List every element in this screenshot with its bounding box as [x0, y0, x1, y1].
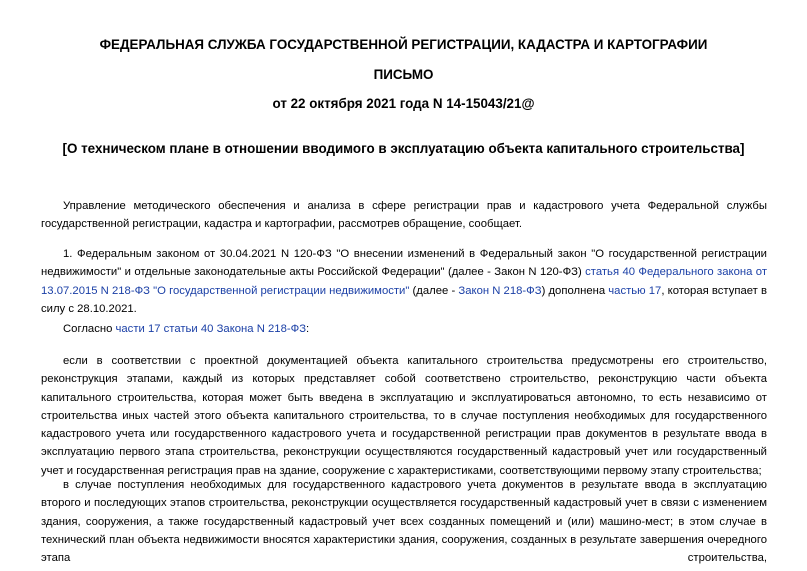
paragraph-3: если в соответствии с проектной документацией объекта капитального строительства предусмотрены его строительство, реконструкция этапами, каждый из которых представляет собой соответствено строительство, реконструкцию части объекта капитального строительства, которая может быть введена в эксплуатацию и эксплуатироваться автономно, то есть независимо от строительства иных частей этого объекта капитального строительства, то в случае поступления необходимых для государственного кадастрового учета или государственного кадастрового учета и государственной регистрации прав документов в результате ввода в эксплуатацию первого этапа строительства, реконструкции осуществляются государственный кадастровый учет или государственный учет и государственная регистрация прав на здание, сооружение с характеристиками, соответствующими первому этапу строительства; — [41, 355, 767, 477]
paragraph-2-text-1: Согласно — [63, 323, 116, 335]
paragraph-1-text-3: ) дополнена — [541, 284, 609, 297]
document-date-number: от 22 октября 2021 года N 14-15043/21@ — [272, 96, 535, 111]
intro-paragraph: Управление методического обеспечения и анализа в сфере регистрации прав и кадастрового учета Федеральной службы государственной регистрации, кадастра и картографии, рассмотрев обращение, сообщает. — [41, 200, 767, 231]
paragraph-1-text-4: , которая вступает в силу с 28.10.2021. — [41, 284, 767, 315]
paragraph-1 — [41, 245, 767, 318]
paragraph-2 — [41, 320, 767, 338]
paragraph-2-text-2: : — [306, 323, 310, 335]
link-article-40-law-218[interactable]: статья 40 Федерального закона от 13.07.2015 N 218-ФЗ "О государственной регистрации недвижимости" — [41, 266, 767, 297]
document-subject: [О техническом плане в отношении вводимого в эксплуатацию объекта капитального строительства] — [62, 141, 745, 156]
paragraph-1-text-2: (далее - — [409, 284, 459, 297]
paragraph-1-text-1: 1. Федеральным законом от 30.04.2021 N 120-ФЗ "О внесении изменений в Федеральный закон "О государственной регистрации недвижимости" и отдельные законодательные акты Российской Федерации" (далее - Закон N 120-ФЗ) — [41, 248, 767, 279]
agency-title: ФЕДЕРАЛЬНАЯ СЛУЖБА ГОСУДАРСТВЕННОЙ РЕГИСТРАЦИИ, КАДАСТРА И КАРТОГРАФИИ — [99, 37, 708, 52]
link-part-17-article-40[interactable]: части 17 статьи 40 Закона N 218-ФЗ — [115, 323, 307, 335]
paragraph-4: в случае поступления необходимых для государственного кадастрового учета документов в результате ввода в эксплуатацию второго и последующих этапов строительства, реконструкции осуществляется государственный кадастровый учет в связи с изменением здания, сооружения, а также государственный кадастровый учет всех созданных помещений и (или) машино-мест; в этом случае в технический план объекта недвижимости вносятся характеристики здания, сооружения, созданных в результате завершения очередного этапа строительства, — [41, 479, 767, 565]
document-type: ПИСЬМО — [373, 67, 434, 82]
link-law-218[interactable]: Закон N 218-ФЗ — [458, 284, 542, 297]
link-part-17[interactable]: частью 17 — [608, 284, 662, 297]
